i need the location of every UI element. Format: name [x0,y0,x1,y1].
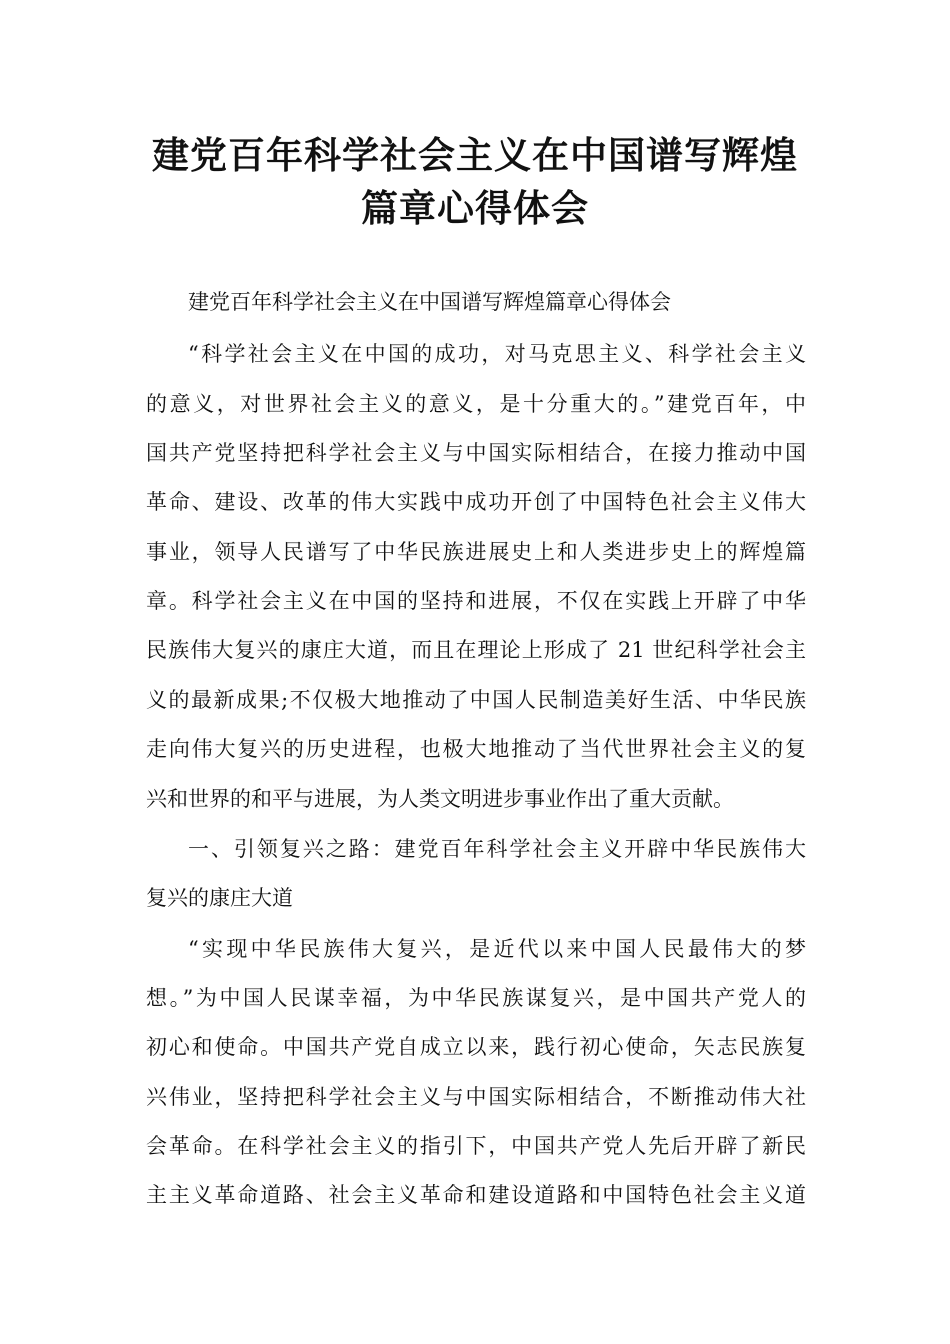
body-line: 想。”为中国人民谋幸福，为中华民族谋复兴，是中国共产党人的 [146,986,806,1010]
body-line: 会革命。在科学社会主义的指引下，中国共产党人先后开辟了新民 [146,1134,806,1158]
body-line: 国共产党坚持把科学社会主义与中国实际相结合，在接力推动中国 [146,441,806,465]
body-line: 兴伟业，坚持把科学社会主义与中国实际相结合，不断推动伟大社 [146,1085,806,1109]
section-heading-line: 复兴的康庄大道 [146,886,293,910]
body-line: 章。科学社会主义在中国的坚持和进展，不仅在实践上开辟了中华 [146,589,806,613]
body-line: 革命、建设、改革的伟大实践中成功开创了中国特色社会主义伟大 [146,490,806,514]
body-line: 初心和使命。中国共产党自成立以来，践行初心使命，矢志民族复 [146,1035,806,1059]
body-line: 民族伟大复兴的康庄大道，而且在理论上形成了 21 世纪科学社会主 [146,638,806,662]
body-line: 义的最新成果;不仅极大地推动了中国人民制造美好生活、中华民族 [146,688,806,712]
body-line: “科学社会主义在中国的成功，对马克思主义、科学社会主义 [188,342,806,366]
subtitle-line: 建党百年科学社会主义在中国谱写辉煌篇章心得体会 [188,290,671,314]
document-title-line-1: 建党百年科学社会主义在中国谱写辉煌 [152,134,798,177]
body-line: “实现中华民族伟大复兴，是近代以来中国人民最伟大的梦 [188,937,806,961]
document-title-line-2: 篇章心得体会 [361,187,589,230]
body-line: 兴和世界的和平与进展，为人类文明进步事业作出了重大贡献。 [146,787,734,811]
body-line: 主主义革命道路、社会主义革命和建设道路和中国特色社会主义道 [146,1183,806,1207]
section-heading-line: 一、引领复兴之路：建党百年科学社会主义开辟中华民族伟大 [188,837,806,861]
body-line: 事业，领导人民谱写了中华民族进展史上和人类进步史上的辉煌篇 [146,540,806,564]
body-line: 的意义，对世界社会主义的意义，是十分重大的。”建党百年，中 [146,392,806,416]
body-line: 走向伟大复兴的历史进程，也极大地推动了当代世界社会主义的复 [146,737,806,761]
